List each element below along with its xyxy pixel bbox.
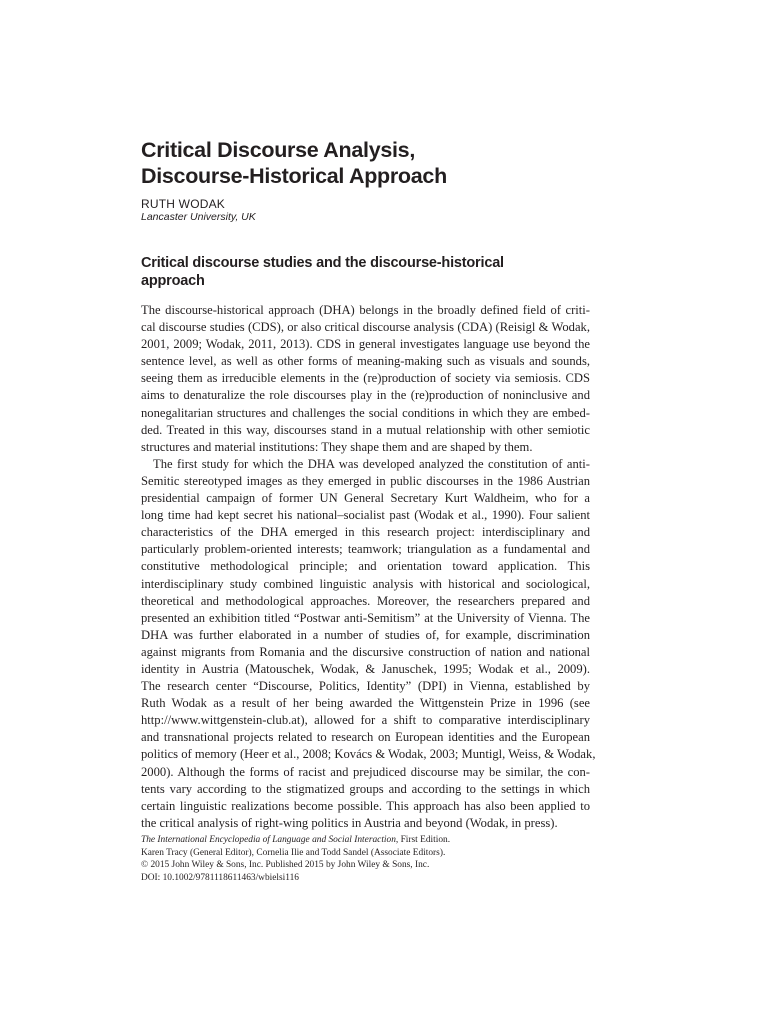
paragraph-1 — [141, 302, 590, 456]
author-name: RUTH WODAK — [141, 197, 225, 211]
text-line: Semitic stereotyped images as they emerged in public discourses in the 1986 Austrian — [141, 473, 590, 488]
text-line: certain linguistic realizations become possible. This approach has also been applied to — [141, 798, 590, 813]
text-line: presented an exhibition titled “Postwar anti-Semitism” at the University of Vienna. The — [141, 610, 590, 625]
footer-copyright: © 2015 John Wiley & Sons, Inc. Published 2015 by John Wiley & Sons, Inc. — [141, 860, 430, 871]
footer-book-edition: , First Edition. — [395, 835, 451, 845]
text-line: sentence level, as well as other forms of meaning-making such as visuals and sounds, — [141, 354, 590, 369]
text-line: the critical analysis of right-wing politics in Austria and beyond (Wodak, in press). — [141, 815, 558, 830]
text-line: DHA was further elaborated in a number of studies of, for example, discrimination — [141, 627, 590, 642]
section-heading-line: approach — [141, 273, 205, 289]
author-affiliation: Lancaster University, UK — [141, 211, 256, 223]
article-title — [141, 137, 590, 189]
text-line: identity in Austria (Matouschek, Wodak, & Januschek, 1995; Wodak et al., 2009). — [141, 661, 590, 676]
text-line: The discourse-historical approach (DHA) belongs in the broadly defined field of criti- — [141, 303, 590, 317]
publication-footer — [141, 834, 590, 884]
text-line: Ruth Wodak as a result of her being awarded the Wittgenstein Prize in 1996 (see — [141, 696, 590, 711]
text-line: interdisciplinary study combined linguistic analysis with historical and sociological, — [141, 576, 590, 591]
footer-editors: Karen Tracy (General Editor), Cornelia Ilie and Todd Sandel (Associate Editors). — [141, 847, 446, 858]
body-text — [141, 302, 596, 832]
text-line: nonegalitarian structures and challenges the social conditions in which they are embed- — [141, 405, 590, 420]
text-line: and transnational projects related to research on European identities and the European — [141, 730, 590, 745]
text-line: characteristics of the DHA emerged in this research project: interdisciplinary and — [141, 525, 590, 540]
text-line: constitutive methodological principle; and orientation toward application. This — [141, 559, 590, 574]
text-line: aims to denaturalize the role discourses play in the (re)production of noninclusive and — [141, 388, 590, 403]
footer-book-title: The International Encyclopedia of Language and Social Interaction — [141, 835, 396, 845]
text-line: http://www.wittgenstein-club.at), allowed for a shift to comparative interdisciplinary — [141, 713, 590, 728]
text-line: long time had kept secret his national–socialist past (Wodak et al., 1990). Four salient — [141, 508, 590, 523]
text-line: tents vary according to the stigmatized groups and according to the settings in which — [141, 781, 590, 796]
footer-book-line — [141, 834, 590, 847]
text-line: presidential campaign of former UN General Secretary Kurt Waldheim, who for a — [141, 491, 590, 506]
article-title-line: Critical Discourse Analysis, — [141, 138, 416, 162]
text-line: The research center “Discourse, Politics, Identity” (DPI) in Vienna, established by — [141, 679, 590, 694]
text-line: structures and material institutions: They shape them and are shaped by them. — [141, 439, 533, 454]
text-line: 2001, 2009; Wodak, 2011, 2013). CDS in general investigates language use beyond the — [141, 337, 590, 352]
text-line: particularly problem-oriented interests; teamwork; triangulation as a fundamental and — [141, 542, 590, 557]
text-line: against migrants from Romania and the discursive construction of nation and national — [141, 644, 590, 659]
article-title-line: Discourse-Historical Approach — [141, 164, 447, 188]
text-line: The first study for which the DHA was developed analyzed the constitution of anti- — [153, 456, 590, 471]
text-line: theoretical and methodological approaches. Moreover, the researchers prepared and — [141, 593, 590, 608]
footer-doi: DOI: 10.1002/9781118611463/wbielsi116 — [141, 872, 299, 883]
section-heading-line: Critical discourse studies and the discourse-historical — [141, 255, 504, 271]
text-line: ded. Treated in this way, discourses stand in a mutual relationship with other semiotic — [141, 422, 590, 437]
text-line: politics of memory (Heer et al., 2008; Kovács & Wodak, 2003; Muntigl, Weiss, & Wodak, — [141, 747, 596, 762]
section-heading — [141, 254, 590, 290]
text-line: 2000). Although the forms of racist and prejudiced discourse may be similar, the con- — [141, 764, 590, 779]
paragraph-2 — [141, 456, 596, 832]
text-line: cal discourse studies (CDS), or also critical discourse analysis (CDA) (Reisigl & Wodak, — [141, 320, 590, 335]
text-line: seeing them as irreducible elements in the (re)production of society via semiosis. CDS — [141, 371, 590, 386]
